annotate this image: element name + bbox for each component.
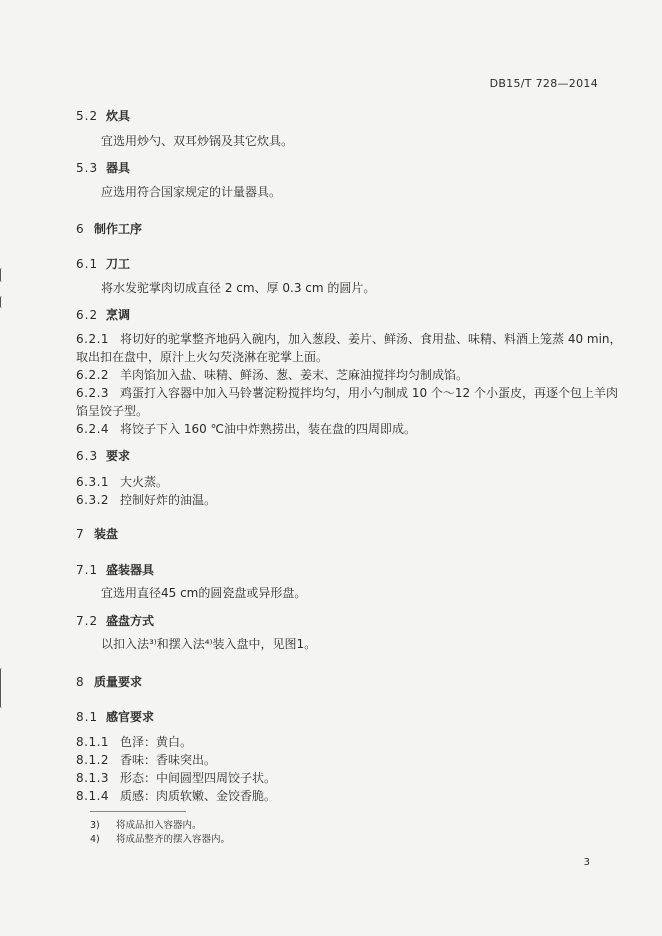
requirement-6-3-1 bbox=[76, 473, 168, 490]
section-6-3-heading bbox=[76, 447, 130, 464]
section-title: 刀工 bbox=[106, 257, 131, 271]
section-number: 5.3 bbox=[76, 161, 99, 175]
footnote-4 bbox=[90, 831, 230, 845]
section-5-2-heading bbox=[76, 107, 130, 124]
section-number: 7.2 bbox=[76, 614, 99, 628]
section-number: 5.2 bbox=[76, 109, 99, 123]
section-title: 感官要求 bbox=[106, 710, 155, 724]
sensory-number: 8.1.3 bbox=[76, 771, 110, 785]
section-title: 器具 bbox=[106, 161, 131, 175]
section-number: 8.1 bbox=[76, 710, 99, 724]
footnote-number: 4) bbox=[90, 834, 100, 845]
paragraph-5-2: 宜选用炒勺、双耳炒锅及其它炊具。 bbox=[101, 134, 294, 148]
section-number: 6.1 bbox=[76, 257, 99, 271]
section-8-1-heading bbox=[76, 708, 154, 725]
paragraph-6-1: 将水发驼掌肉切成直径 2 cm、厚 0.3 cm 的圆片。 bbox=[101, 281, 376, 295]
section-6-1-heading bbox=[76, 255, 130, 272]
sensory-8-1-4 bbox=[76, 787, 276, 804]
section-8-heading bbox=[76, 673, 142, 690]
sensory-text: 色泽：黄白。 bbox=[120, 735, 193, 749]
section-title: 盛装器具 bbox=[106, 563, 155, 577]
step-6-2-1 bbox=[76, 330, 622, 347]
requirement-text: 大火蒸。 bbox=[120, 475, 169, 489]
requirement-number: 6.3.2 bbox=[76, 493, 110, 507]
section-title: 要求 bbox=[106, 449, 131, 463]
requirement-text: 控制好炸的油温。 bbox=[120, 493, 217, 507]
section-number: 6.3 bbox=[76, 449, 99, 463]
binding-mark bbox=[0, 668, 9, 708]
sensory-number: 8.1.1 bbox=[76, 735, 110, 749]
sensory-8-1-2 bbox=[76, 751, 216, 768]
section-number: 7 bbox=[76, 527, 85, 541]
step-6-2-3-continued: 馅呈饺子型。 bbox=[76, 404, 149, 418]
section-title: 装盘 bbox=[94, 527, 119, 541]
step-text-line: 将饺子下入 160 ℃油中炸熟捞出，装在盘的四周即成。 bbox=[120, 422, 417, 436]
sensory-8-1-1 bbox=[76, 733, 192, 750]
sensory-text: 形态：中间圆型四周饺子状。 bbox=[120, 771, 277, 785]
section-7-1-heading bbox=[76, 561, 154, 578]
section-title: 制作工序 bbox=[94, 222, 143, 236]
section-number: 7.1 bbox=[76, 563, 99, 577]
section-7-2-heading bbox=[76, 612, 154, 629]
step-text-line: 羊肉馅加入盐、味精、鲜汤、葱、姜末、芝麻油搅拌均匀制成馅。 bbox=[120, 368, 469, 382]
sensory-text: 香味：香味突出。 bbox=[120, 753, 217, 767]
step-6-2-1-continued: 取出扣在盘中，原汁上火勾芡浇淋在驼掌上面。 bbox=[76, 350, 329, 364]
section-number: 6.2 bbox=[76, 308, 99, 322]
step-text-line: 将切好的驼掌整齐地码入碗内，加入葱段、姜片、鲜汤、食用盐、味精、料酒上笼蒸 40 min， bbox=[120, 332, 622, 346]
footnote-separator bbox=[90, 811, 186, 812]
sensory-text: 质感：肉质软嫩、金饺香脆。 bbox=[120, 789, 277, 803]
footnote-number: 3) bbox=[90, 820, 100, 831]
sensory-number: 8.1.4 bbox=[76, 789, 110, 803]
section-5-3-heading bbox=[76, 159, 130, 176]
sensory-number: 8.1.2 bbox=[76, 753, 110, 767]
section-number: 6 bbox=[76, 222, 85, 236]
paragraph-7-1: 宜选用直径45 cm的圆瓷盘或异形盘。 bbox=[101, 586, 307, 600]
footnote-3 bbox=[90, 817, 202, 831]
footnote-text: 将成品整齐的摆入容器内。 bbox=[116, 834, 231, 845]
binding-mark bbox=[0, 296, 9, 308]
section-6-2-heading bbox=[76, 306, 130, 323]
footnote-text: 将成品扣入容器内。 bbox=[116, 820, 202, 831]
step-number: 6.2.3 bbox=[76, 386, 110, 400]
step-6-2-3 bbox=[76, 384, 618, 401]
requirement-6-3-2 bbox=[76, 491, 216, 508]
section-title: 炊具 bbox=[106, 109, 131, 123]
standard-code: DB15/T 728—2014 bbox=[489, 77, 598, 90]
requirement-number: 6.3.1 bbox=[76, 475, 110, 489]
step-text-line: 鸡蛋打入容器中加入马铃薯淀粉搅拌均匀，用小勺制成 10 个～12 个小蛋皮，再逐个包上羊肉 bbox=[120, 386, 618, 400]
step-number: 6.2.2 bbox=[76, 368, 110, 382]
binding-mark bbox=[0, 268, 9, 282]
step-6-2-4 bbox=[76, 420, 416, 437]
step-6-2-2 bbox=[76, 366, 468, 383]
section-number: 8 bbox=[76, 675, 85, 689]
paragraph-5-3: 应选用符合国家规定的计量器具。 bbox=[101, 185, 282, 199]
step-number: 6.2.1 bbox=[76, 332, 110, 346]
section-title: 烹调 bbox=[106, 308, 131, 322]
section-title: 盛盘方式 bbox=[106, 614, 155, 628]
step-number: 6.2.4 bbox=[76, 422, 110, 436]
section-6-heading bbox=[76, 220, 142, 237]
paragraph-7-2: 以扣入法³⁾和摆入法⁴⁾装入盘中，见图1。 bbox=[101, 637, 317, 651]
section-title: 质量要求 bbox=[94, 675, 143, 689]
sensory-8-1-3 bbox=[76, 769, 276, 786]
page-number: 3 bbox=[583, 857, 590, 868]
section-7-heading bbox=[76, 525, 118, 542]
